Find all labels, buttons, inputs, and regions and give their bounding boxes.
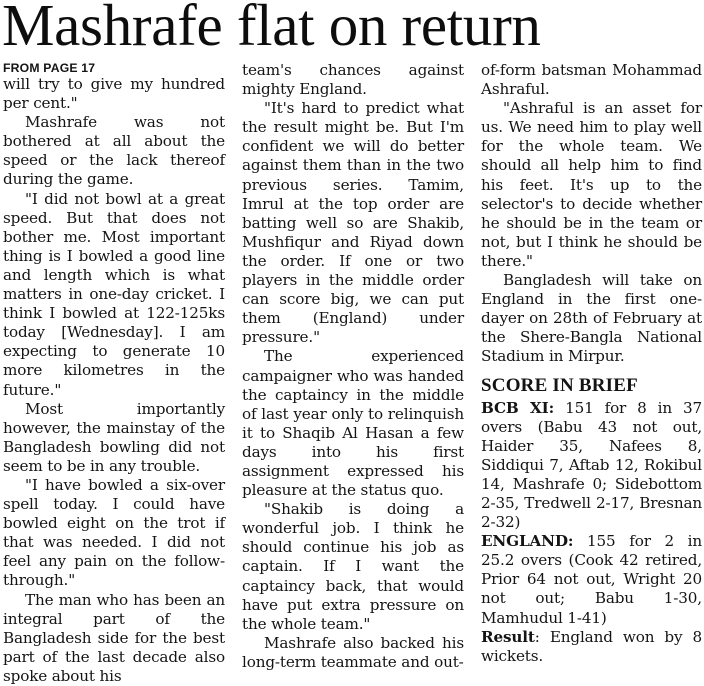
paragraph: team's chances against mighty England. bbox=[242, 61, 464, 99]
paragraph: will try to give my hundred per cent." bbox=[3, 75, 225, 113]
paragraph: "Ashraful is an asset for us. We need him to play well for the whole team. We should all help him to find his feet. It's up to the selector's to decide whether he should be in the team or not, but I think he should be there." bbox=[481, 99, 702, 270]
article-column-1 bbox=[3, 61, 225, 685]
paragraph: The experienced campaigner who was handed the captaincy in the middle of last year only to relinquish it to Shaqib Al Hasan a few days into his first assignment expressed his pleasure at the status quo. bbox=[242, 347, 464, 500]
paragraph: The man who has been an integral part of the Bangladesh side for the best part of the last decade also spoke about his bbox=[3, 590, 225, 685]
headline: Mashrafe flat on return bbox=[2, 0, 541, 58]
paragraph: Bangladesh will take on England in the first one-dayer on 28th of February at the Shere-Bangla National Stadium in Mirpur. bbox=[481, 271, 702, 366]
score-england-line bbox=[481, 532, 702, 627]
article-column-3 bbox=[481, 61, 702, 665]
score-bcb-label: BCB XI: bbox=[481, 398, 555, 417]
paragraph: Mashrafe also backed his long-term teammate and out- bbox=[242, 633, 464, 671]
score-england-text: 155 for 2 in 25.2 overs (Cook 42 retired, Prior 64 not out, Wright 20 not out; Babu 1-30, Mamhudul 1-41) bbox=[481, 532, 702, 627]
score-result-label: Result bbox=[481, 627, 535, 646]
score-result-line bbox=[481, 628, 702, 666]
paragraph: Most importantly however, the mainstay of the Bangladesh bowling did not seem to be in any trouble. bbox=[3, 399, 225, 475]
score-bcb-text: 151 for 8 in 37 overs (Babu 43 not out, Haider 35, Nafees 8, Siddiqui 7, Aftab 12, Rokibul 14, Mashrafe 0; Sidebottom 2-35, Tredwell 2-17, Bresnan 2-32) bbox=[481, 398, 702, 532]
from-page-label: FROM PAGE 17 bbox=[3, 61, 96, 75]
score-result-text: : England won by 8 wickets. bbox=[481, 627, 702, 665]
paragraph: "It's hard to predict what the result might be. But I'm confident we will do better against them than in the two previous series. Tamim, Imrul at the top order are batting well so are Shakib, Mushfiqur and Riyad down the order. If one or two players in the middle order can score big, we can put them (England) under pressure." bbox=[242, 99, 464, 347]
paragraph: "I did not bowl at a great speed. But that does not bother me. Most important thing is I bowled a good line and length which is what matters in one-day cricket. I think I bowled at 122-125ks today [Wednesday]. I am expecting to generate 10 more kilometres in the future." bbox=[3, 189, 225, 399]
article-column-2 bbox=[242, 61, 464, 671]
score-bcb-line bbox=[481, 399, 702, 533]
score-england-label: ENGLAND: bbox=[481, 532, 574, 551]
score-in-brief-heading: SCORE IN BRIEF bbox=[481, 374, 638, 396]
paragraph: "Shakib is doing a wonderful job. I think he should continue his job as captain. If I want the captaincy back, that would have put extra pressure on the whole team." bbox=[242, 500, 464, 633]
paragraph: Mashrafe was not bothered at all about the speed or the lack thereof during the game. bbox=[3, 113, 225, 189]
paragraph: "I have bowled a six-over spell today. I could have bowled eight on the trot if that was needed. I did not feel any pain on the follow-through." bbox=[3, 475, 225, 590]
paragraph: of-form batsman Mohammad Ashraful. bbox=[481, 61, 702, 99]
